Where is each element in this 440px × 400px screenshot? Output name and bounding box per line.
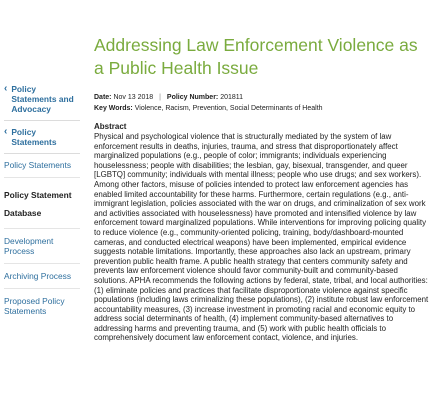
sidebar-item-label[interactable]: Policy Statements (4, 160, 72, 170)
sidebar-item-policy-statement-database[interactable] (4, 185, 80, 229)
sidebar-item-label[interactable]: Development Process (4, 236, 54, 256)
back-link-label: Policy Statements and Advocacy (11, 84, 74, 114)
policy-number-value: 201811 (220, 94, 244, 101)
main-content (94, 34, 430, 343)
abstract-text: Physical and psychological violence that is structurally mediated by the system of law enforcement results in deaths, injuries, trauma, and stress that disproportionately affect marginalized populations (e.g., people of color; immigrants; individuals experiencing houselessness; people with disabilities; the lesbian, gay, bisexual, transgender, and queer [LGBTQ] community; individuals with mental illness; people who use drugs; and sex workers). Among other factors, misuse of policies intended to protect law enforcement agencies has enabled limited accountability for these harms. Furthermore, certain regulations (e.g., anti-immigrant legislation, policies associated with the war on drugs, and criminalization of sex work and activities associated with houselessness) have promoted and intensified violence by law enforcement toward marginalized populations. While interventions for improving policing quality to reduce violence (e.g., community-oriented policing, training, body/dashboard-mounted cameras, and conducted electrical weapons) have been implemented, empirical evidence suggests notable limitations. Importantly, these approaches also lack an upstream, primary prevention public health frame. A public health strategy that centers community safety and prevents law enforcement violence should favor community-built and community-based solutions. APHA recommends the following actions by federal, state, tribal, and local authorities: (1) eliminate policies and practices that facilitate disproportionate violence against specific populations (including laws criminalizing these populations), (2) institute robust law enforcement accountability measures, (3) increase investment in promoting racial and economic equity to address social determinants of health, (4) implement community-based alternatives to addressing harms and preventing trauma, and (5) work with public health officials to comprehensively document law enforcement contact, violence, and injuries. (94, 132, 429, 343)
back-link-label: Policy Statements (11, 127, 57, 147)
sidebar-item-label[interactable]: Archiving Process (4, 271, 72, 281)
sidebar-divider (4, 120, 80, 121)
sidebar-item-label[interactable]: Proposed Policy Statements (4, 296, 65, 316)
date-value: Nov 13 2018 (113, 94, 154, 101)
back-link-policy-statements[interactable] (4, 127, 80, 147)
meta-separator: | (159, 94, 161, 101)
date-label: Date: (94, 94, 112, 101)
sidebar-item-archiving-process[interactable] (4, 271, 80, 289)
chevron-left-icon: ‹ (4, 83, 8, 94)
abstract-heading: Abstract (94, 122, 127, 131)
meta-row-keywords (94, 103, 430, 114)
back-link-policy-statements-advocacy[interactable] (4, 84, 80, 114)
chevron-left-icon: ‹ (4, 126, 8, 137)
sidebar-divider (4, 153, 80, 154)
keywords-label: Key Words: (94, 105, 133, 112)
page-title: Addressing Law Enforcement Violence as a Public Health Issue (94, 35, 418, 78)
meta-row-date-policy (94, 92, 430, 103)
sidebar-item-proposed-policy-statements[interactable] (4, 296, 80, 323)
sidebar-item-policy-statements[interactable] (4, 160, 80, 178)
sidebar-nav (4, 84, 80, 330)
sidebar-item-development-process[interactable] (4, 236, 80, 264)
policy-number-label: Policy Number: (166, 94, 219, 101)
keywords-value: Violence, Racism, Prevention, Social Determinants of Health (134, 105, 323, 112)
sidebar-item-label-current: Policy Statement Database (4, 190, 72, 218)
